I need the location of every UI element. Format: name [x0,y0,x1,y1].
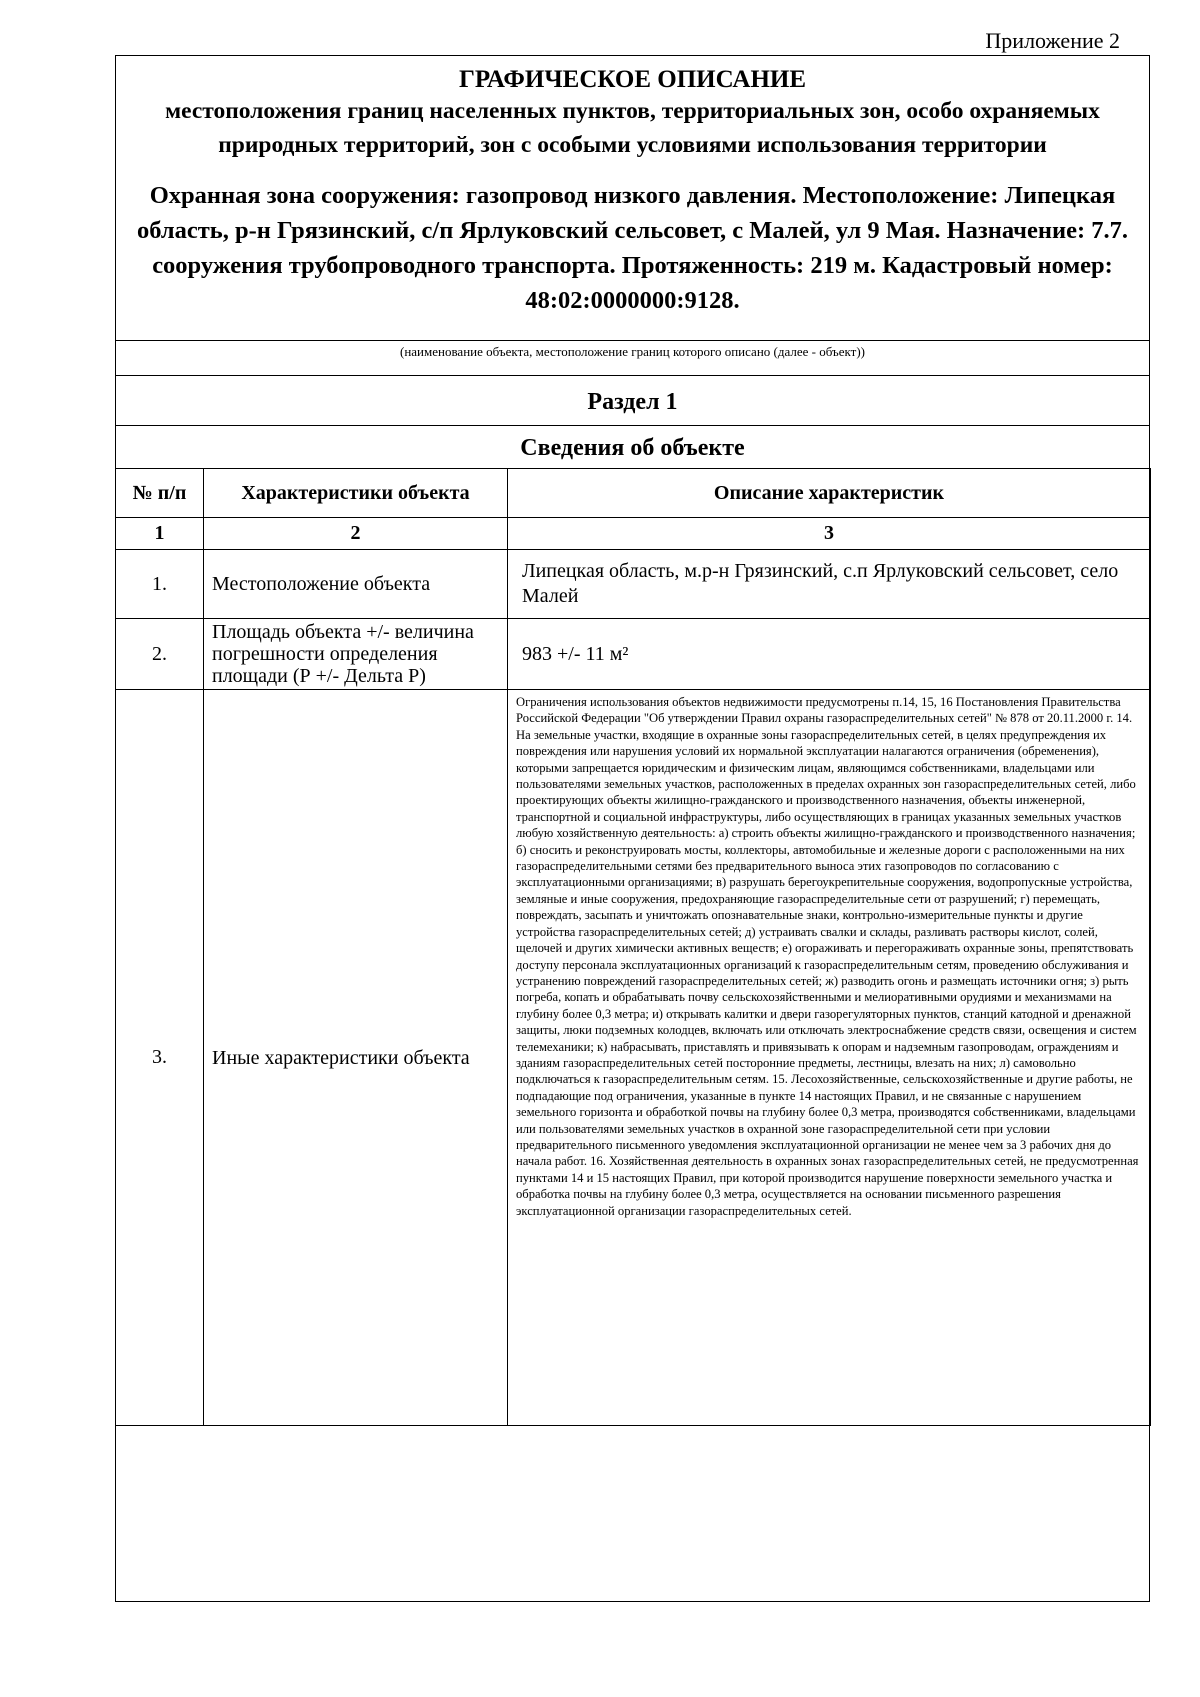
table-row [116,550,1151,619]
row-characteristic: Местоположение объекта [204,550,508,619]
table-row [116,690,1151,1426]
object-name: Охранная зона сооружения: газопровод низкого давления. Местоположение: Липецкая область, р-н Грязинский, с/п Ярлуковский сельсовет, с Малей, ул 9 Мая. Назначение: 7.7. сооружения трубопроводного транспорта. Протяженность: 219 м. Кадастровый номер: 48:02:0000000:9128. [137,182,1128,314]
column-header-description: Описание характеристик [508,469,1151,518]
row-number: 2. [116,619,204,690]
table-header-row [116,469,1151,518]
row-characteristic: Площадь объекта +/- величина погрешности определения площади (Р +/- Дельта Р) [204,619,508,690]
row-number: 1. [116,550,204,619]
divider [116,340,1149,341]
row-description: Липецкая область, м.р-н Грязинский, с.п Ярлуковский сельсовет, село Малей [508,550,1151,619]
row-characteristic: Иные характеристики объекта [204,690,508,1426]
divider [116,375,1149,376]
table-row [116,619,1151,690]
column-number: 3 [508,518,1151,550]
column-numbers-row [116,518,1151,550]
document-title: ГРАФИЧЕСКОЕ ОПИСАНИЕ [458,66,807,93]
section-subtitle: Сведения об объекте [520,435,745,461]
column-number: 1 [116,518,204,550]
appendix-label: Приложение 2 [985,28,1120,53]
row-number: 3. [116,690,204,1426]
document-subtitle: местоположения границ населенных пунктов, территориальных зон, особо охраняемых природных территорий, зон с особыми условиями использования территории [165,98,1100,158]
column-header-characteristic: Характеристики объекта [204,469,508,518]
object-info-table [115,468,1151,1426]
section-title: Раздел 1 [587,389,678,415]
row-description: Ограничения использования объектов недвижимости предусмотрены п.14, 15, 16 Постановления Правительства Российской Федерации "Об утверждении Правил охраны газораспределительных сетей" № 878 от 20.11.2000 г. 14. На земельные участки, входящие в охранные зоны газораспределительных сетей, в целях предупреждения их повреждения или нарушения условий их нормальной эксплуатации налагаются ограничения (обременения), которыми запрещается юридическим и физическим лицам, являющимся собственниками, владельцами или пользователями земельных участков, расположенных в пределах охранных зон газораспределительных сетей, либо проектирующих объекты жилищно-гражданского и производственного назначения, объекты инженерной, транспортной и социальной инфраструктуры, либо осуществляющих в границах указанных земельных участков любую хозяйственную деятельность: а) строить объекты жилищно-гражданского и производственного назначения; б) сносить и реконструировать мосты, коллекторы, автомобильные и железные дороги с расположенными на них газораспределительными сетями без предварительного выноса этих газопроводов по согласованию с эксплуатационными организациями; в) разрушать берегоукрепительные сооружения, водопропускные устройства, земляные и иные сооружения, предохраняющие газораспределительные сети от разрушений; г) перемещать, повреждать, засыпать и уничтожать опознавательные знаки, контрольно-измерительные пункты и другие устройства газораспределительных сетей; д) устраивать свалки и склады, разливать растворы кислот, солей, щелочей и других химически активных веществ; е) огораживать и перегораживать охранные зоны, препятствовать доступу персонала эксплуатационных организаций к газораспределительным сетям, проведению обслуживания и устранению повреждений газораспределительных сетей; ж) разводить огонь и размещать источники огня; з) рыть погреба, копать и обрабатывать почву сельскохозяйственными и мелиоративными орудиями и механизмами на глубину более 0,3 метра; и) открывать калитки и двери газорегуляторных пунктов, станций катодной и дренажной защиты, люки подземных колодцев, включать или отключать электроснабжение средств связи, освещения и систем телемеханики; к) набрасывать, приставлять и привязывать к опорам и надземным газопроводам, ограждениям и зданиям газораспределительных сетей посторонние предметы, лестницы, влезать на них; л) самовольно подключаться к газораспределительным сетям. 15. Лесохозяйственные, сельскохозяйственные и другие работы, не подпадающие под ограничения, указанные в пункте 14 настоящих Правил, и не связанные с нарушением земельного горизонта и обработкой почвы на глубину более 0,3 метра, производятся собственниками, владельцами или пользователями земельных участков в охранной зоне газораспределительной сети при условии предварительного письменного уведомления эксплуатационной организации не менее чем за 3 рабочих дня до начала работ. 16. Хозяйственная деятельность в охранных зонах газораспределительных сетей, не предусмотренная пунктами 14 и 15 настоящих Правил, при которой производится нарушение поверхности земельного участка и обработка почвы на глубину более 0,3 метра, осуществляется на основании письменного разрешения эксплуатационной организации газораспределительных сетей. [508,690,1151,1426]
object-caption: (наименование объекта, местоположение границ которого описано (далее - объект)) [400,344,865,359]
document-frame [115,55,1150,1602]
document-header [116,56,1149,340]
row-description: 983 +/- 11 м² [508,619,1151,690]
column-header-number: № п/п [116,469,204,518]
column-number: 2 [204,518,508,550]
divider [116,425,1149,426]
